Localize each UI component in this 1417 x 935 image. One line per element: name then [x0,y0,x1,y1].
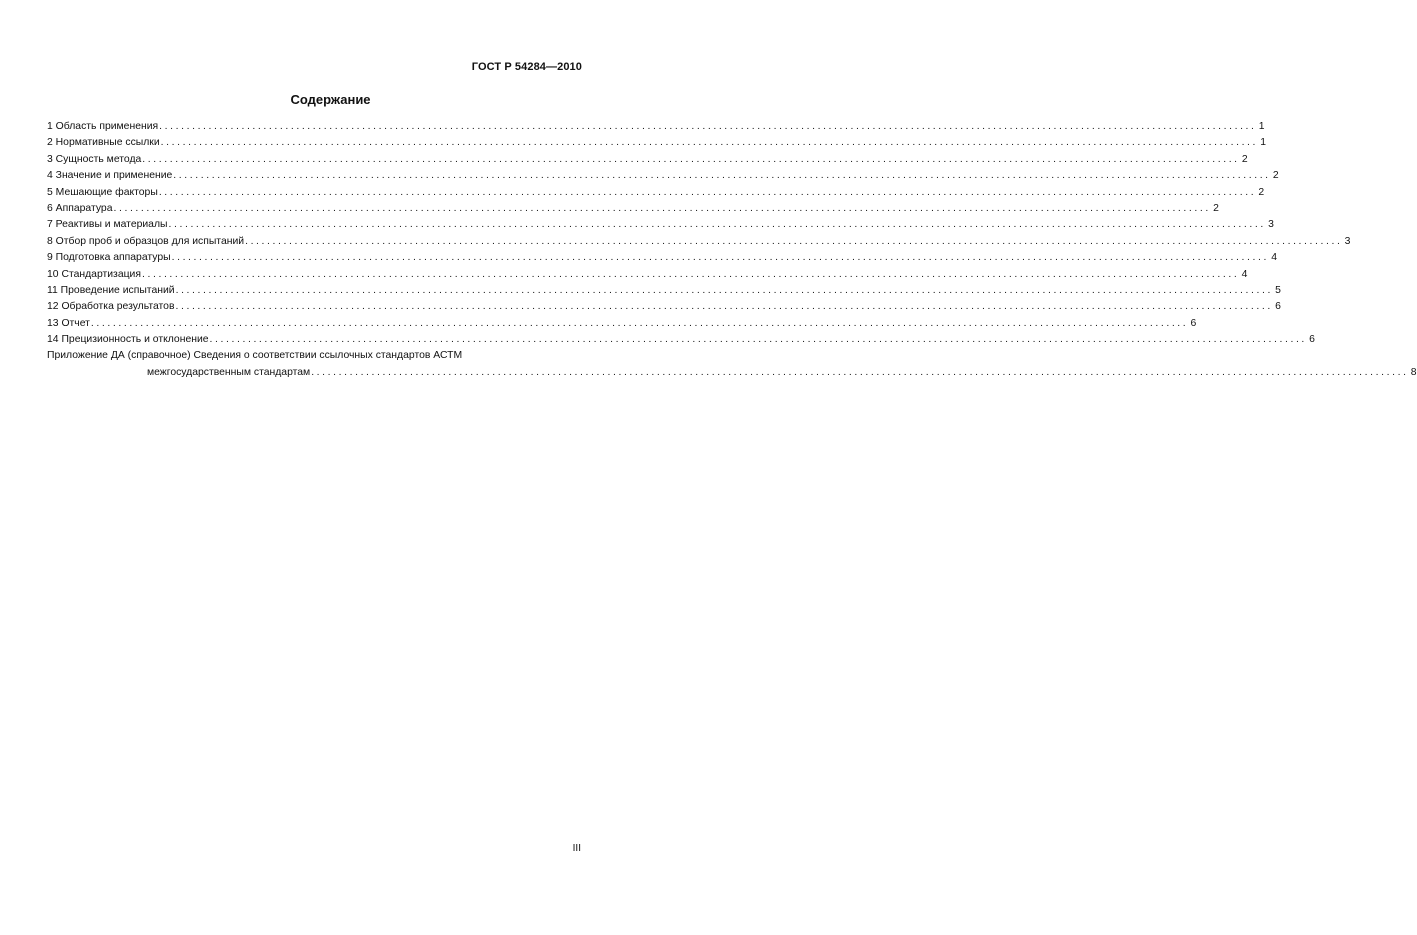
toc-entry[interactable] [47,332,1315,348]
toc-entry[interactable] [47,217,1274,233]
toc-leader-dots: ........................................................................................................................................................................................................ [311,366,1409,378]
page-number: III [572,843,581,854]
toc-appendix-line-1 [47,348,583,364]
toc-appendix-entry[interactable] [47,348,1417,380]
toc-entry-page: 4 [1271,252,1277,264]
toc-entry-page: 2 [1213,202,1219,214]
toc-leader-dots: ........................................................................................................................................................................................................ [113,202,1211,214]
toc-entry-label: 14 Прецизионность и отклонение [47,334,209,346]
toc-entry-page: 3 [1344,235,1351,247]
toc-entry[interactable] [47,316,1197,332]
toc-leader-dots: ........................................................................................................................................................................................................ [158,186,1257,198]
toc-entry[interactable] [47,234,1351,250]
toc-entry-label: 5 Мешающие факторы [47,186,158,198]
toc-entry-label: 11 Проведение испытаний [47,284,175,296]
toc-leader-dots: ........................................................................................................................................................................................................ [90,317,1189,329]
toc-entry[interactable] [47,201,1219,217]
toc-leader-dots: ........................................................................................................................................................................................................ [159,121,1257,132]
toc-leader-dots: ........................................................................................................................................................................................................ [142,268,1240,280]
toc-entry[interactable] [47,168,1279,184]
toc-entry-label: 10 Стандартизация [47,268,141,280]
toc-leader-dots: ........................................................................................................................................................................................................ [142,153,1240,165]
toc-entry[interactable] [47,185,1265,201]
toc-entry-page: 5 [1275,284,1281,296]
table-of-contents [47,119,1417,381]
toc-entry[interactable] [47,299,1281,315]
toc-leader-dots: ........................................................................................................................................................................................................ [209,334,1307,346]
page-header-standard-code: ГОСТ Р 54284—2010 [471,61,582,73]
toc-entry-page: 6 [1309,334,1315,346]
toc-entry-label: 3 Сущность метода [47,153,142,165]
toc-appendix-label: Приложение ДА (справочное) Сведения о соответствии ссылочных стандартов АСТМ [47,350,463,362]
toc-appendix-page: 8 [1410,366,1417,378]
toc-title: Содержание [290,92,371,107]
toc-entry[interactable] [47,135,1267,151]
toc-entry-page: 1 [1260,137,1267,149]
toc-entry-label: 4 Значение и применение [47,170,173,182]
toc-entry[interactable] [47,119,1265,135]
toc-entry-page: 2 [1241,153,1248,165]
toc-entry-label: 7 Реактивы и материалы [47,219,168,231]
toc-entry-label: 12 Обработка результатов [47,301,175,313]
toc-leader-dots: ........................................................................................................................................................................................................ [175,284,1273,296]
toc-entry-label: 8 Отбор проб и образцов для испытаний [47,235,245,247]
toc-entry-page: 3 [1268,219,1274,231]
toc-leader-dots: ........................................................................................................................................................................................................ [175,301,1273,313]
toc-leader-dots: ........................................................................................................................................................................................................ [245,235,1343,247]
toc-entry-page: 2 [1258,186,1265,198]
toc-entry[interactable] [47,267,1248,283]
toc-entry[interactable] [47,152,1248,168]
toc-entry-label: 9 Подготовка аппаратуры [47,252,171,264]
toc-entry-label: 1 Область применения [47,121,159,132]
toc-entry-page: 1 [1258,121,1265,132]
toc-entry-label: 2 Нормативные ссылки [47,137,160,149]
toc-entry-page: 6 [1275,301,1281,313]
toc-entry-page: 2 [1272,170,1279,182]
toc-appendix-label-continued: межгосударственным стандартам [147,366,311,378]
toc-entry-page: 4 [1241,268,1248,280]
toc-appendix-line-2 [47,365,1417,381]
toc-entry[interactable] [47,250,1277,266]
toc-leader-dots: ........................................................................................................................................................................................................ [160,137,1259,149]
toc-entry[interactable] [47,283,1281,299]
toc-leader-dots: ........................................................................................................................................................................................................ [173,170,1271,182]
toc-entry-label: 13 Отчет [47,317,90,329]
toc-entry-page: 6 [1190,317,1197,329]
toc-leader-dots: ........................................................................................................................................................................................................ [168,219,1266,231]
toc-entry-label: 6 Аппаратура [47,202,113,214]
toc-leader-dots: ........................................................................................................................................................................................................ [171,252,1269,264]
